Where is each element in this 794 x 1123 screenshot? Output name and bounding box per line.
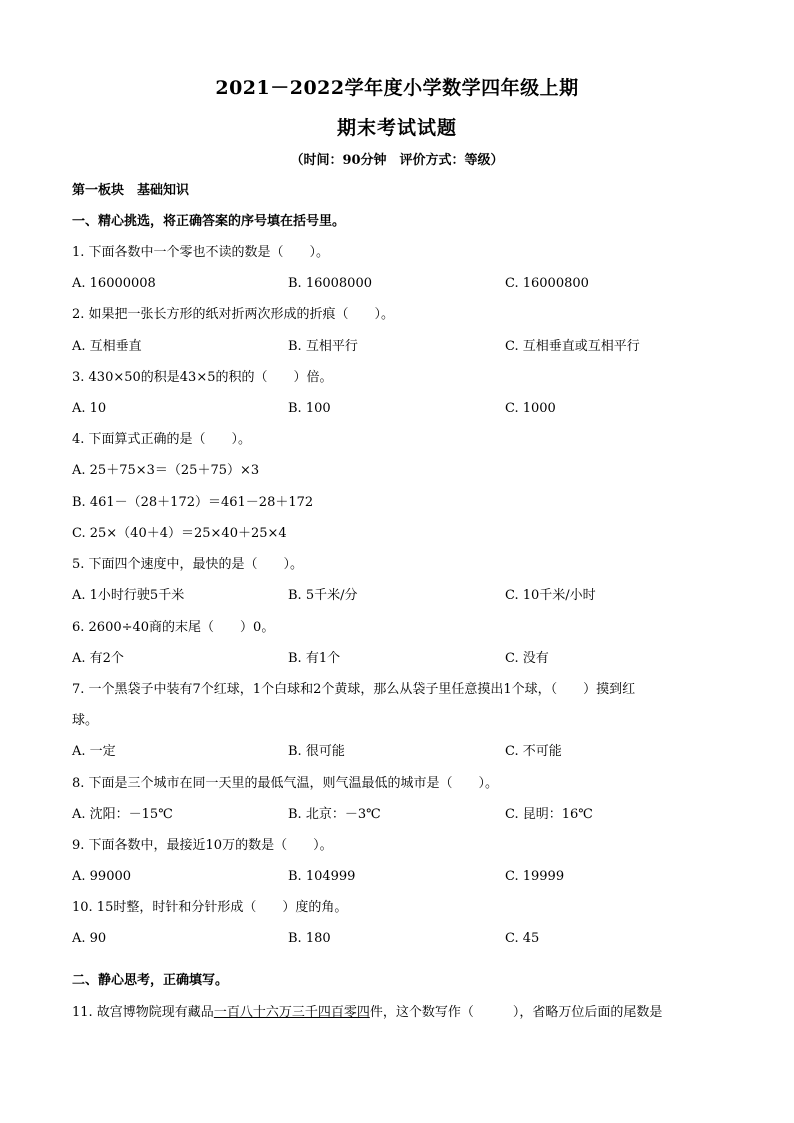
q7-option-b: B. 很可能 <box>288 744 345 759</box>
section-block-heading: 第一板块 基础知识 <box>72 183 190 198</box>
question-4: 4. 下面算式正确的是（ ）。 <box>72 432 252 447</box>
q8-option-a: A. 沈阳：－15℃ <box>72 807 173 822</box>
question-2: 2. 如果把一张长方形的纸对折两次形成的折痕（ ）。 <box>72 307 395 322</box>
question-10: 10. 15时整，时针和分针形成（ ）度的角。 <box>72 900 348 915</box>
q11-prefix: 11. 故宫博物院现有藏品 <box>72 1005 214 1020</box>
question-5: 5. 下面四个速度中，最快的是（ ）。 <box>72 557 304 572</box>
q4-option-a: A. 25＋75×3＝（25＋75）×3 <box>72 463 260 478</box>
q1-option-c: C. 16000800 <box>505 276 589 291</box>
question-6: 6. 2600÷40商的末尾（ ）0。 <box>72 620 275 635</box>
q9-option-c: C. 19999 <box>505 869 565 884</box>
q4-option-b: B. 461－（28＋172）＝461－28＋172 <box>72 495 314 510</box>
question-11 <box>72 1004 662 1022</box>
q5-option-c: C. 10千米/小时 <box>505 588 596 603</box>
q4-option-c: C. 25×（40＋4）＝25×40＋25×4 <box>72 526 287 541</box>
q8-option-b: B. 北京：－3℃ <box>288 807 381 822</box>
q9-option-b: B. 104999 <box>288 869 356 884</box>
q3-option-a: A. 10 <box>72 401 107 416</box>
question-9: 9. 下面各数中，最接近10万的数是（ ）。 <box>72 838 333 853</box>
q10-option-a: A. 90 <box>72 931 107 946</box>
q2-option-c: C. 互相垂直或互相平行 <box>505 339 640 354</box>
q2-option-a: A. 互相垂直 <box>72 339 142 354</box>
q1-option-a: A. 16000008 <box>72 276 156 291</box>
exam-title-line1: 2021－2022学年度小学数学四年级上期 <box>215 77 579 99</box>
question-1: 1. 下面各数中一个零也不读的数是（ ）。 <box>72 245 330 260</box>
exam-title-line2: 期末考试试题 <box>336 117 457 139</box>
question-7-line2: 球。 <box>72 713 99 728</box>
q5-option-a: A. 1小时行驶5千米 <box>72 588 185 603</box>
q7-option-a: A. 一定 <box>72 744 116 759</box>
part1-heading: 一、精心挑选，将正确答案的序号填在括号里。 <box>72 214 346 229</box>
q6-option-c: C. 没有 <box>505 651 549 666</box>
q6-option-b: B. 有1个 <box>288 651 341 666</box>
q9-option-a: A. 99000 <box>72 869 132 884</box>
q10-option-b: B. 180 <box>288 931 331 946</box>
part2-heading: 二、静心思考，正确填写。 <box>72 973 229 988</box>
q3-option-b: B. 100 <box>288 401 331 416</box>
q5-option-b: B. 5千米/分 <box>288 588 358 603</box>
q10-option-c: C. 45 <box>505 931 540 946</box>
q6-option-a: A. 有2个 <box>72 651 124 666</box>
q7-option-c: C. 不可能 <box>505 744 562 759</box>
question-7-line1: 7. 一个黑袋子中装有7个红球，1个白球和2个黄球，那么从袋子里任意摸出1个球，（ ）摸到红 <box>72 682 636 697</box>
q11-underlined-number: 一百八十六万三千四百零四 <box>213 1005 370 1020</box>
question-3: 3. 430×50的积是43×5的积的（ ）倍。 <box>72 370 333 385</box>
q11-suffix: 件，这个数写作（ ），省略万位后面的尾数是 <box>369 1005 663 1020</box>
q3-option-c: C. 1000 <box>505 401 556 416</box>
question-8: 8. 下面是三个城市在同一天里的最低气温，则气温最低的城市是（ ）。 <box>72 776 499 791</box>
q8-option-c: C. 昆明：16℃ <box>505 807 593 822</box>
q2-option-b: B. 互相平行 <box>288 339 358 354</box>
exam-subtitle: （时间：90分钟 评价方式：等级） <box>290 153 504 168</box>
q1-option-b: B. 16008000 <box>288 276 372 291</box>
